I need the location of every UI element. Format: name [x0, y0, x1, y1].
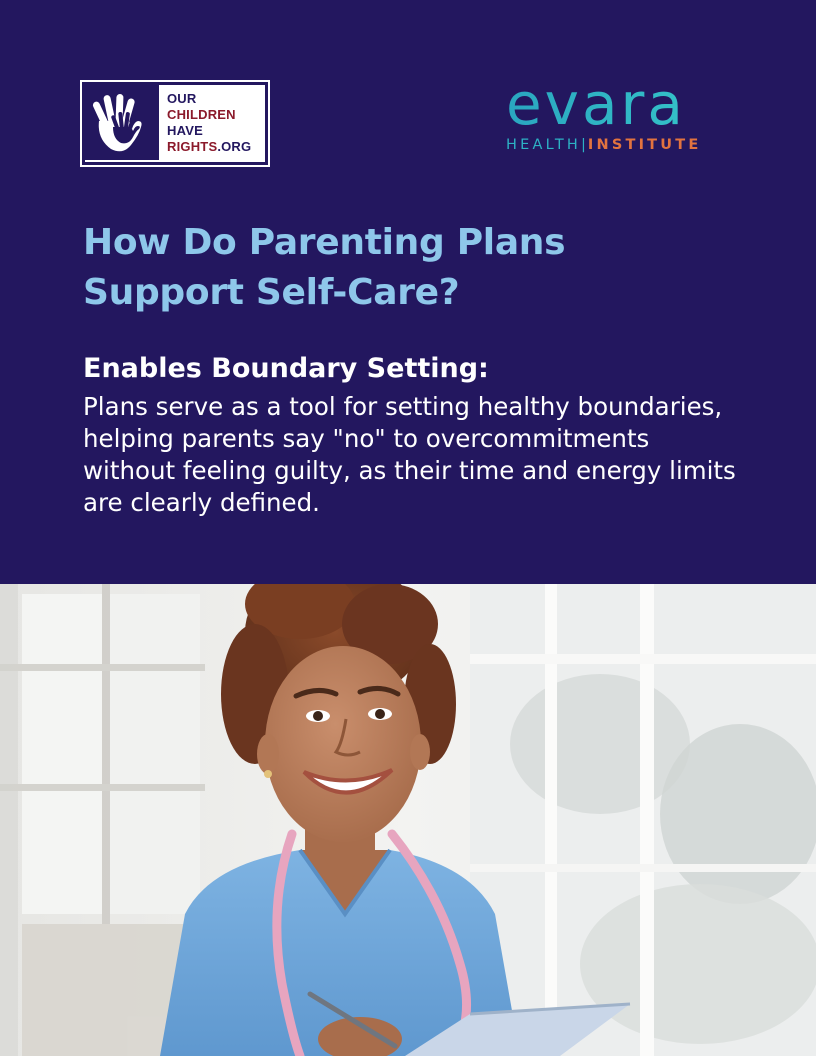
ocr-line-our: OUR	[167, 91, 197, 106]
ocr-org-suffix: .ORG	[217, 139, 252, 154]
evara-health-institute-logo	[500, 80, 745, 160]
section-heading: Enables Boundary Setting:	[83, 353, 489, 384]
evara-subtitle-separator: |	[581, 137, 588, 153]
hands-icon	[85, 85, 159, 160]
evara-subtitle-health: HEALTH	[506, 137, 582, 153]
page-title-line-2: Support Self-Care?	[83, 272, 460, 313]
ocr-logo-inner	[85, 85, 265, 162]
ocr-logo-text	[167, 91, 251, 155]
nurse-photo	[0, 584, 816, 1056]
nurse-photo-illustration	[0, 584, 816, 1056]
evara-subtitle-institute: INSTITUTE	[587, 137, 702, 153]
ocr-line-have: HAVE	[167, 123, 203, 138]
body-paragraph: Plans serve as a tool for setting healthy boundaries, helping parents say "no" to overcommitments without feeling guilty, as their time and energy limits are clearly defined.	[83, 392, 736, 517]
evara-subtitle	[506, 137, 701, 153]
ocr-rights-word: RIGHTS	[167, 139, 218, 154]
our-children-have-rights-logo	[80, 80, 270, 167]
ocr-line-children: CHILDREN	[167, 107, 236, 122]
page-title	[83, 218, 733, 318]
ocr-line-rights	[167, 139, 251, 155]
evara-wordmark	[506, 80, 742, 132]
evara-wordmark-text: evara	[506, 80, 686, 132]
page-title-line-1: How Do Parenting Plans	[83, 222, 566, 263]
